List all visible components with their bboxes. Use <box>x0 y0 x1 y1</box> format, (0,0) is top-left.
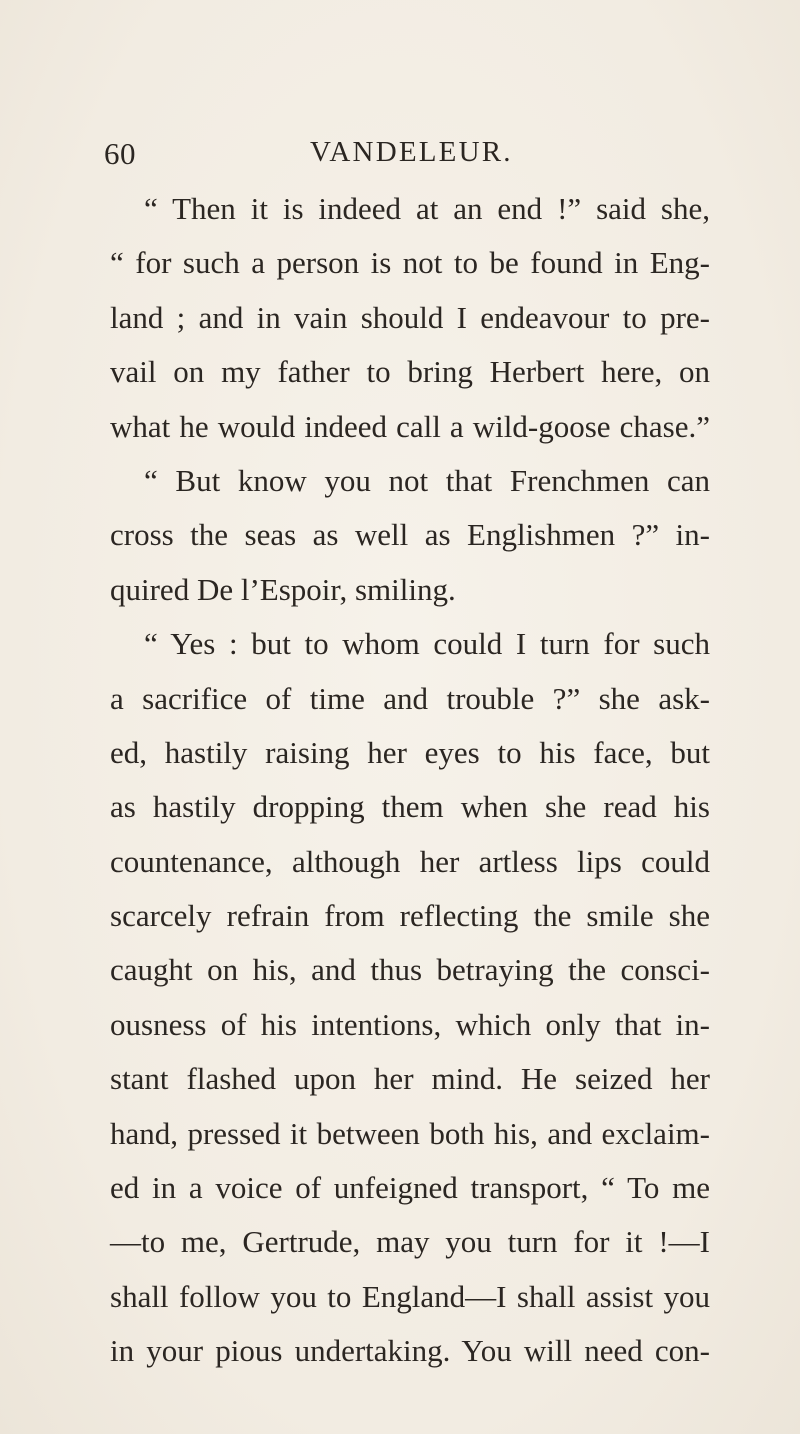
text-line: what he would indeed call a wild-goose chase.” <box>110 408 710 444</box>
running-title: VANDELEUR. <box>310 136 513 168</box>
text-line: hand, pressed it between both his, and exclaim- <box>110 1115 710 1151</box>
text-line: ousness of his intentions, which only that in- <box>110 1006 710 1042</box>
text-line: cross the seas as well as Englishmen ?” in- <box>110 517 710 553</box>
text-line: ed in a voice of unfeigned transport, “ To me <box>110 1170 710 1206</box>
page-header <box>104 136 754 176</box>
text-line: “ Yes : but to whom could I turn for such <box>144 626 710 662</box>
text-line: vail on my father to bring Herbert here, on <box>110 354 710 390</box>
text-line: quired De l’Espoir, smiling. <box>110 571 456 607</box>
text-line: “ Then it is indeed at an end !” said she, <box>144 191 710 226</box>
text-line: “ But know you not that Frenchmen can <box>144 462 710 498</box>
text-line: —to me, Gertrude, may you turn for it !—I <box>110 1224 710 1260</box>
page-number: 60 <box>104 136 136 171</box>
text-line: as hastily dropping them when she read his <box>110 789 710 825</box>
text-line: a sacrifice of time and trouble ?” she ask- <box>110 680 710 716</box>
body-text <box>110 182 710 1379</box>
text-line: scarcely refrain from reflecting the smile she <box>110 898 710 934</box>
text-line: shall follow you to England—I shall assist you <box>110 1278 710 1314</box>
text-line: caught on his, and thus betraying the consci- <box>110 952 710 988</box>
text-line: ed, hastily raising her eyes to his face, but <box>110 734 710 770</box>
text-line: land ; and in vain should I endeavour to pre- <box>110 299 710 335</box>
text-line: stant flashed upon her mind. He seized her <box>110 1061 710 1097</box>
text-line: in your pious undertaking. You will need con- <box>110 1333 710 1369</box>
text-line: countenance, although her artless lips could <box>110 843 710 879</box>
text-line: “ for such a person is not to be found in Eng- <box>110 245 710 281</box>
